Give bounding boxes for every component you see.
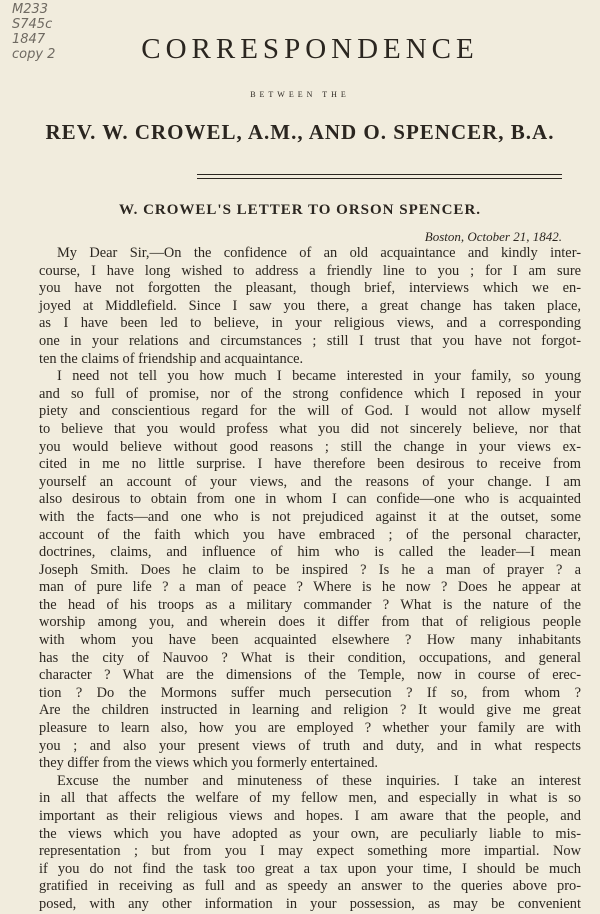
text-line: doctrines, claims, and influence of him who is called the leader—I mean xyxy=(39,544,581,561)
handwritten-line: M233 xyxy=(12,2,49,17)
text-line: if you do not find the task too great a tax upon your time, I should be much xyxy=(39,860,581,877)
correspondents-line: REV. W. CROWEL, A.M., AND O. SPENCER, B.A. xyxy=(45,120,555,144)
text-line: with the facts—and one who is not prejudiced against it at the outset, some xyxy=(39,508,581,525)
text-line: one in your relations and circumstances ; still I trust that you have not forgot- xyxy=(39,332,581,349)
text-line: account of the faith which you have embraced ; of the personal character, xyxy=(39,526,581,543)
text-line: in all that affects the welfare of my fellow men, and especially in what is so xyxy=(39,790,581,807)
text-line: ten the claims of friendship and acquaintance. xyxy=(39,350,304,367)
text-line: pleasure to learn also, how you are employed ? whether your family are with xyxy=(39,720,581,737)
handwritten-line: 1847 xyxy=(12,32,46,47)
text-line: you ; and also your present views of truth and duty, and in what respects xyxy=(39,737,581,754)
subtitle-between: BETWEEN THE xyxy=(250,90,350,99)
text-line: also desirous to obtain from one in whom I can confide—one who is acquainted xyxy=(39,491,581,508)
handwritten-line: copy 2 xyxy=(12,47,56,62)
text-line: Joseph Smith. Does he claim to be inspired ? Is he a man of prayer ? a xyxy=(39,561,581,578)
text-line: character ? What are the dimensions of the Temple, now in course of erec- xyxy=(39,667,581,684)
text-line: representation ; but from you I may expect something more impartial. Now xyxy=(39,843,581,860)
handwritten-line: S745c xyxy=(12,17,53,32)
text-line: Excuse the number and minuteness of these inquiries. I take an interest xyxy=(57,772,581,789)
text-line: tion ? Do the Mormons suffer much persecution ? If so, from whom ? xyxy=(39,684,581,701)
text-line: man of pure life ? a man of peace ? Where is he now ? Does he appear at xyxy=(39,579,581,596)
document-title: CORRESPONDENCE xyxy=(141,33,479,65)
text-line: yourself an account of your views, and the reasons of your change. I am xyxy=(39,473,581,490)
text-line: with whom you have been acquainted elsewhere ? How many inhabitants xyxy=(39,632,581,649)
letter-body xyxy=(39,245,581,914)
double-rule-bottom xyxy=(197,178,562,179)
text-line: course, I have long wished to address a friendly line to you ; for I am sure xyxy=(39,262,581,279)
text-line: you have not forgotten the pleasant, though brief, interviews which we en- xyxy=(39,280,581,297)
text-line: posed, with any other information in your possession, as may be convenient xyxy=(39,895,581,912)
text-line: joyed at Middlefield. Since I saw you there, a great change has taken place, xyxy=(39,297,581,314)
text-line: the views which you have adopted as your own, are peculiarly liable to mis- xyxy=(39,825,581,842)
double-rule-top xyxy=(197,174,562,175)
text-line: the head of his troops as a military commander ? What is the nature of the xyxy=(39,596,581,613)
text-line: I need not tell you how much I became interested in your family, so young xyxy=(57,368,581,385)
text-line: to believe that you would profess what you did not sincerely believe, nor that xyxy=(39,420,581,437)
text-line: piety and conscientious regard for the will of God. I would not allow myself xyxy=(39,403,581,420)
letter-dateline: Boston, October 21, 1842. xyxy=(424,229,562,244)
text-line: My Dear Sir,—On the confidence of an old acquaintance and kindly inter- xyxy=(57,245,581,261)
text-line: you would believe without good reasons ; still the change in your views ex- xyxy=(39,438,581,455)
text-line: cited in me no little surprise. I have therefore been desirous to receive from xyxy=(39,456,581,473)
text-line: has the city of Nauvoo ? What is their condition, occupations, and general xyxy=(39,649,581,666)
text-line: and so full of promise, nor of the strong confidence which I reposed in your xyxy=(39,385,581,402)
text-line: as I have been led to believe, in your religious views, and a corresponding xyxy=(39,315,581,332)
text-line: important as their religious views and hopes. I am aware that the people, and xyxy=(39,808,581,824)
text-line: they differ from the views which you formerly entertained. xyxy=(39,755,379,772)
text-line: Are the children instructed in learning and religion ? It would give me great xyxy=(39,702,581,719)
text-line: gratified in receiving as full and as speedy an answer to the queries above pro- xyxy=(39,878,581,895)
text-line: worship among you, and wherein does it differ from that of religious people xyxy=(39,614,581,631)
letter-heading: W. CROWEL'S LETTER TO ORSON SPENCER. xyxy=(118,202,482,218)
